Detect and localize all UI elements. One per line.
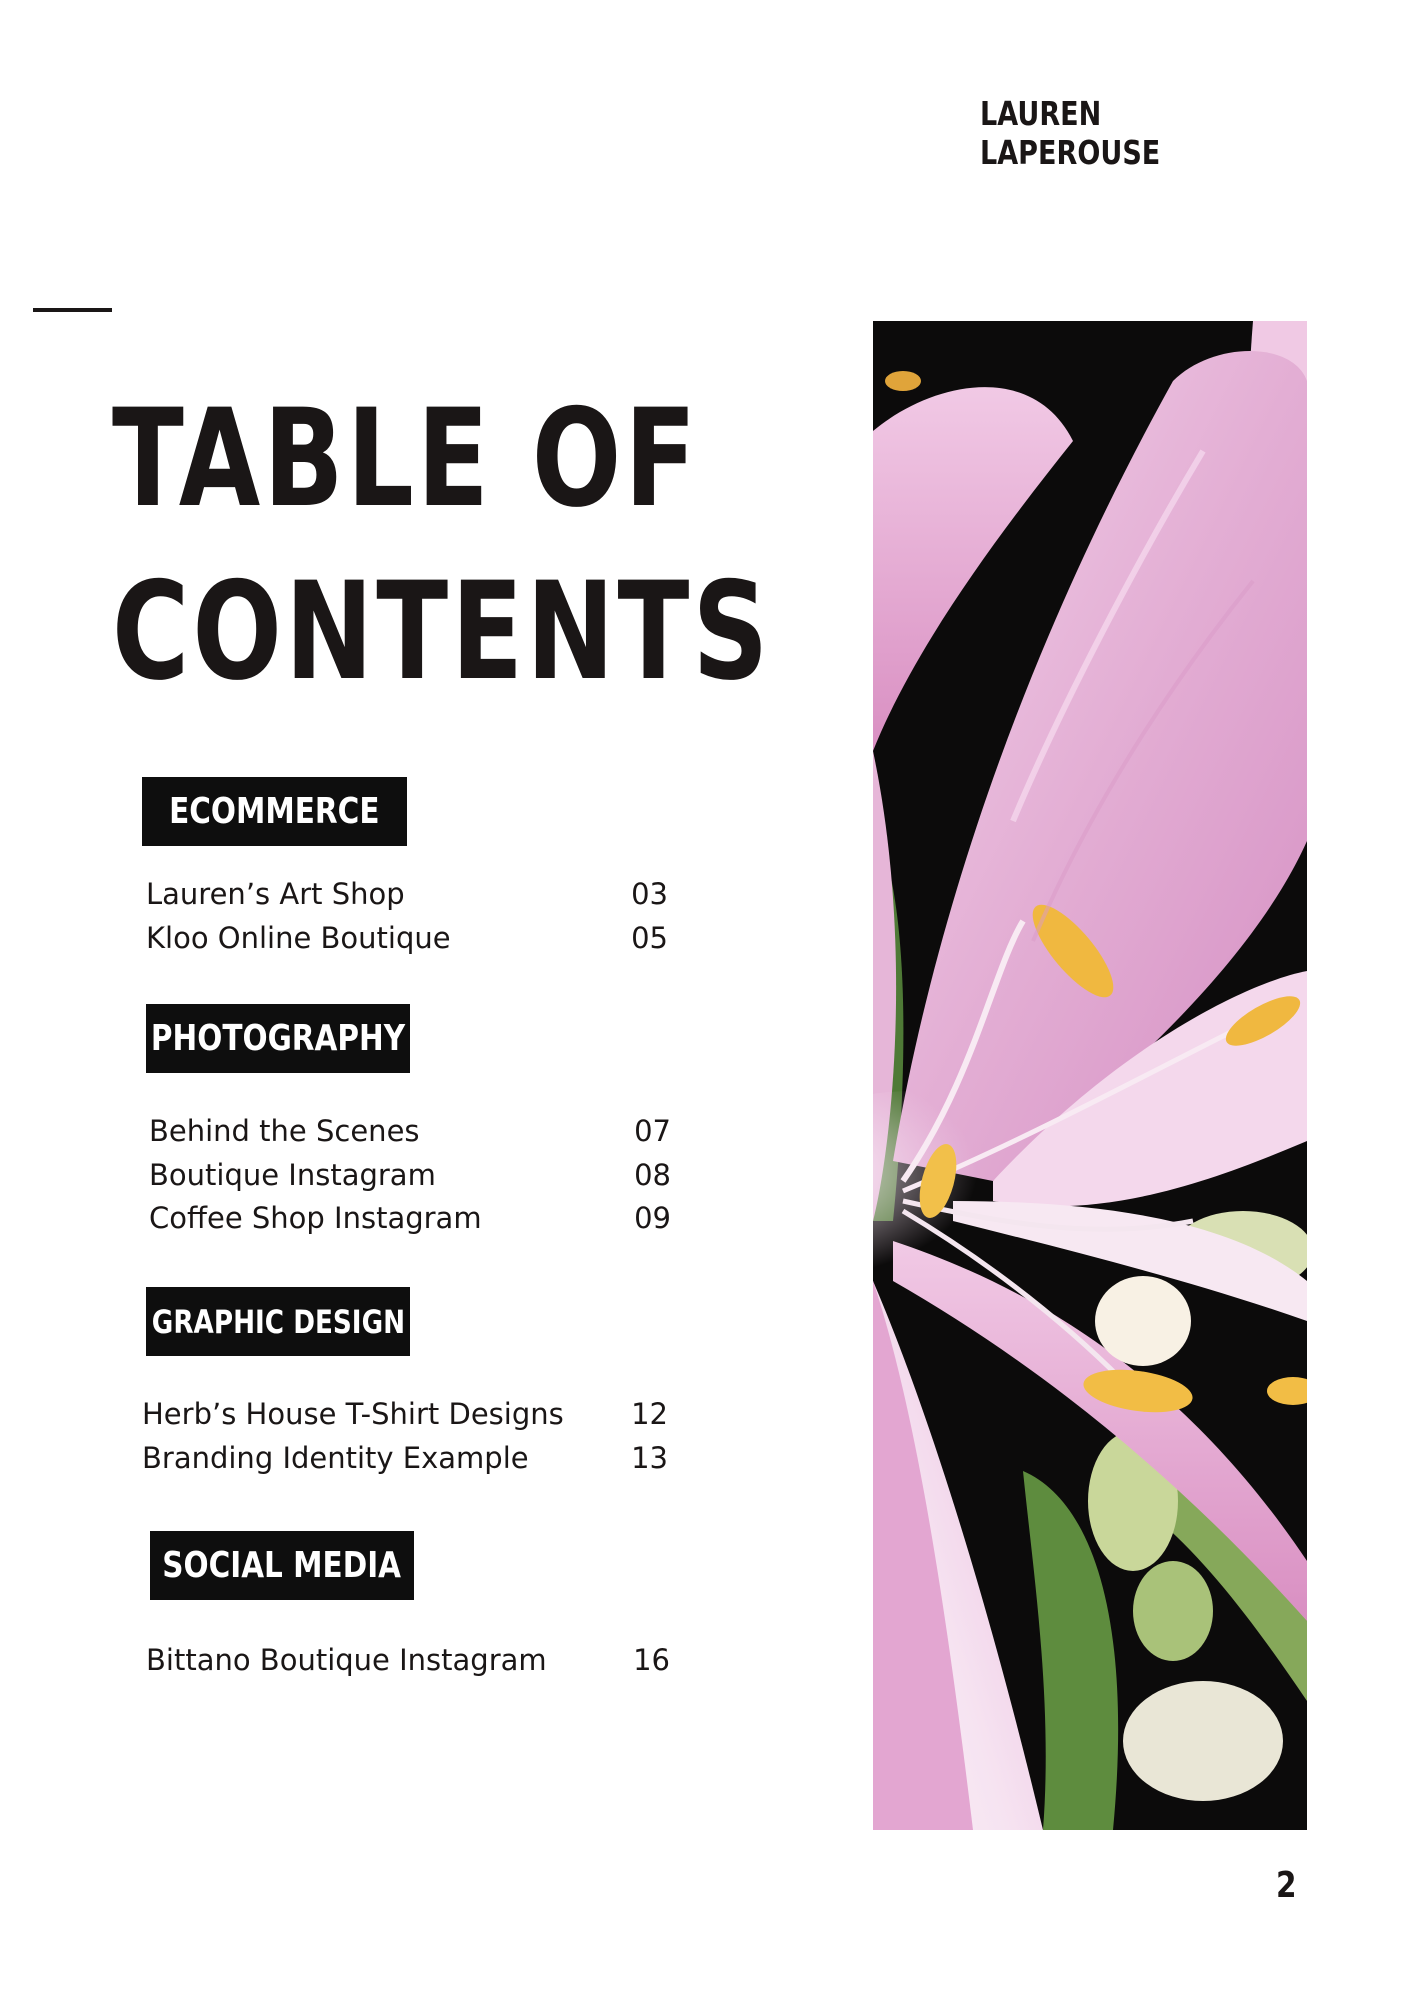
toc-entry[interactable] — [149, 1153, 671, 1197]
section-heading-social-media: SOCIAL MEDIA — [150, 1531, 414, 1600]
toc-entry-label: Lauren’s Art Shop — [146, 877, 405, 911]
toc-entry[interactable] — [146, 916, 668, 960]
toc-entry[interactable] — [149, 1196, 671, 1240]
section-heading-graphic-design: GRAPHIC DESIGN — [146, 1287, 410, 1356]
toc-entry-label: Kloo Online Boutique — [146, 921, 451, 955]
toc-entry-label: Herb’s House T-Shirt Designs — [142, 1397, 564, 1431]
title-line-1: TABLE OF — [112, 380, 700, 537]
toc-entry-page: 08 — [634, 1158, 671, 1192]
title-line-2: CONTENTS — [112, 553, 772, 710]
toc-entry-label: Branding Identity Example — [142, 1441, 529, 1475]
toc-entry-page: 03 — [631, 877, 668, 911]
toc-entry-label: Coffee Shop Instagram — [149, 1201, 482, 1235]
toc-entry-page: 16 — [633, 1643, 670, 1677]
author-name: LAUREN LAPEROUSE — [980, 94, 1161, 172]
toc-entry[interactable] — [149, 1109, 671, 1153]
page-title — [112, 372, 771, 718]
page-number: 2 — [1276, 1865, 1297, 1906]
lily-illustration — [873, 321, 1307, 1830]
toc-entry-page: 09 — [634, 1201, 671, 1235]
toc-entry-label: Boutique Instagram — [149, 1158, 436, 1192]
toc-entry-page: 07 — [634, 1114, 671, 1148]
toc-entry-label: Bittano Boutique Instagram — [146, 1643, 547, 1677]
section-heading-ecommerce: ECOMMERCE — [142, 777, 407, 846]
toc-entry-page: 12 — [631, 1397, 668, 1431]
toc-entry-label: Behind the Scenes — [149, 1114, 420, 1148]
toc-entry[interactable] — [142, 1436, 668, 1480]
decorative-rule — [33, 308, 112, 312]
toc-entry-page: 05 — [631, 921, 668, 955]
toc-entry[interactable] — [142, 1392, 668, 1436]
toc-entry[interactable] — [146, 1638, 670, 1682]
lily-photo — [873, 321, 1307, 1830]
section-heading-photography: PHOTOGRAPHY — [146, 1004, 410, 1073]
toc-entry-page: 13 — [631, 1441, 668, 1475]
toc-entry[interactable] — [146, 872, 668, 916]
